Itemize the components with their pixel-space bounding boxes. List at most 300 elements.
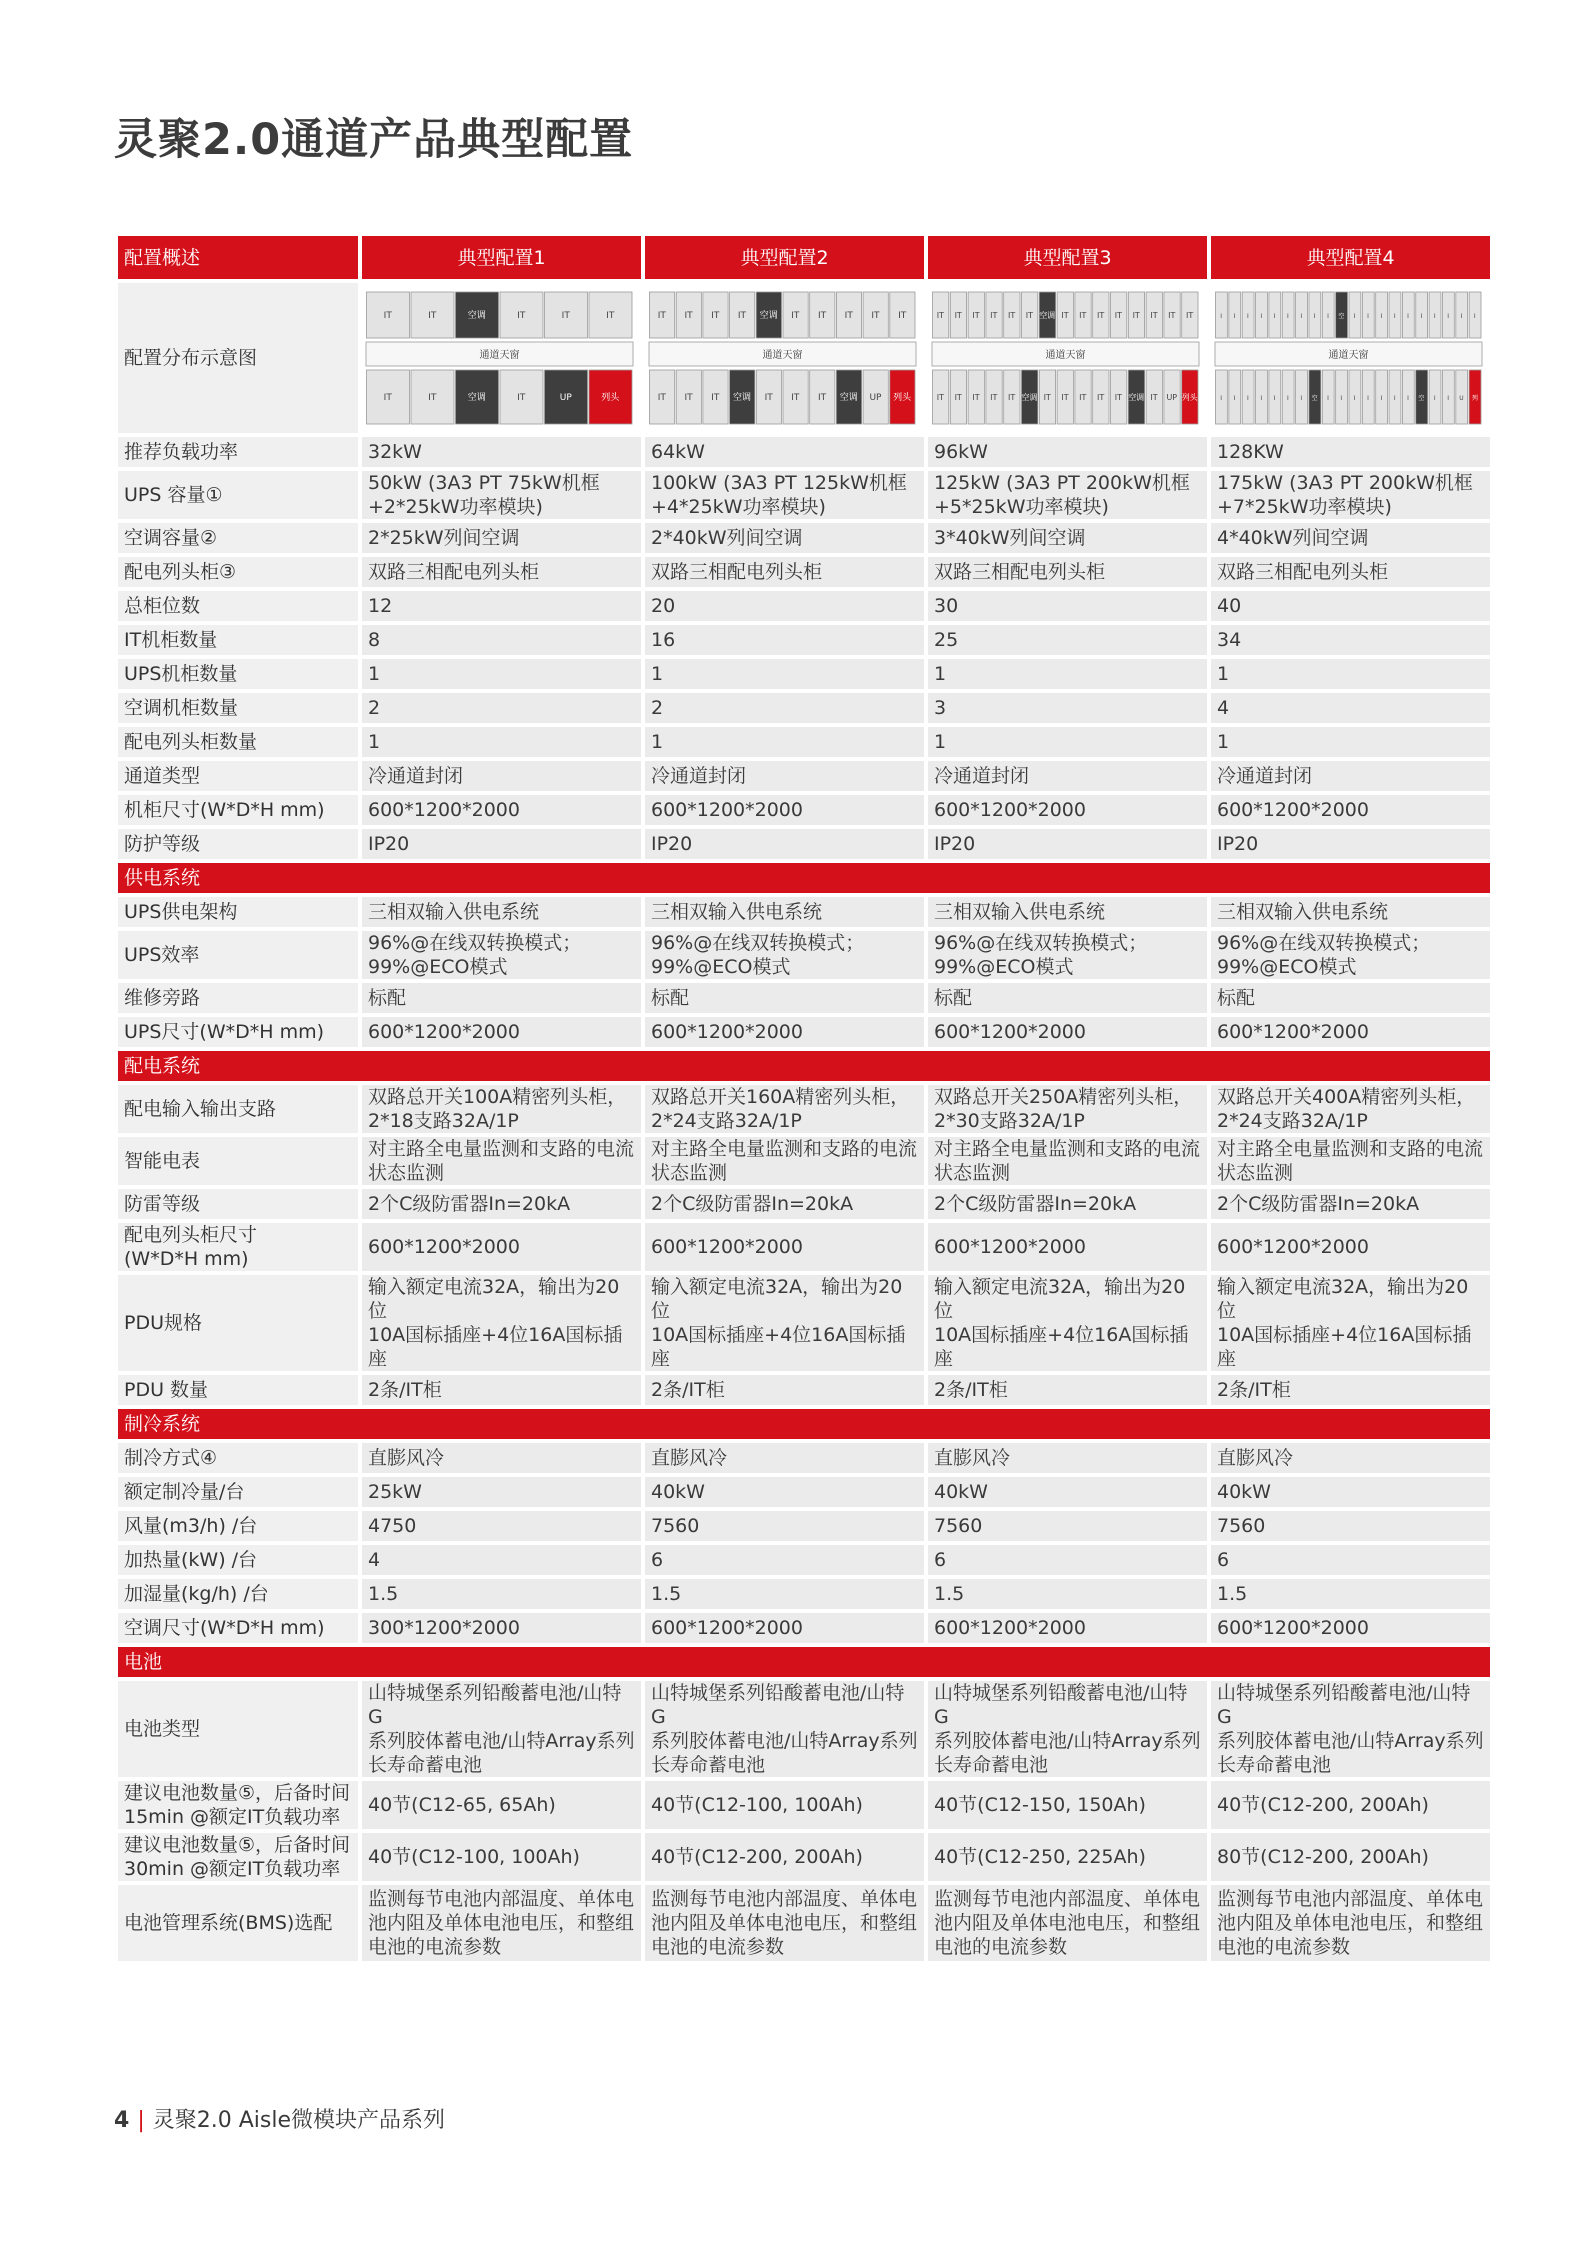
config-table — [114, 232, 1494, 1965]
table-row — [118, 1885, 1490, 1961]
cell-config-4: 34 — [1211, 625, 1490, 655]
cell-config-2: 20 — [645, 591, 924, 621]
row-label: 配电列头柜③ — [118, 557, 358, 587]
cell-config-3: 96kW — [928, 437, 1207, 467]
cabinet-label: I — [1300, 313, 1303, 320]
cell-config-3: 600*1200*2000 — [928, 795, 1207, 825]
cell-config-1: 双路三相配电列头柜 — [362, 557, 641, 587]
table-row — [118, 659, 1490, 689]
cell-config-2: 山特城堡系列铅酸蓄电池/山特G 系列胶体蓄电池/山特Array系列 长寿命蓄电池 — [645, 1681, 924, 1777]
row-label: 配电列头柜数量 — [118, 727, 358, 757]
cell-config-4: 600*1200*2000 — [1211, 1223, 1490, 1271]
table-row — [118, 931, 1490, 979]
cell-config-3: IP20 — [928, 829, 1207, 859]
cell-config-3: 三相双输入供电系统 — [928, 897, 1207, 927]
cell-config-3: 3*40kW列间空调 — [928, 523, 1207, 553]
cell-config-4: 40 — [1211, 591, 1490, 621]
cabinet-label: I — [1233, 313, 1236, 320]
cell-config-4: 175kW (3A3 PT 200kW机框 +7*25kW功率模块) — [1211, 471, 1490, 519]
table-row — [118, 625, 1490, 655]
table-row — [118, 1375, 1490, 1405]
layout-diagram-4 — [1211, 283, 1490, 433]
cell-config-2: 2 — [645, 693, 924, 723]
cell-config-1: 对主路全电量监测和支路的电流 状态监测 — [362, 1137, 641, 1185]
header-row — [118, 236, 1490, 279]
table-row — [118, 437, 1490, 467]
cell-config-2: 冷通道封闭 — [645, 761, 924, 791]
section-title: 配电系统 — [118, 1051, 1490, 1081]
cell-config-1: 8 — [362, 625, 641, 655]
cell-config-3: 96%@在线双转换模式； 99%@ECO模式 — [928, 931, 1207, 979]
cell-config-1: 标配 — [362, 983, 641, 1013]
table-row — [118, 829, 1490, 859]
table-row — [118, 471, 1490, 519]
cabinet-label: I — [1353, 395, 1356, 402]
cell-config-1: 冷通道封闭 — [362, 761, 641, 791]
cell-config-1: 96%@在线双转换模式； 99%@ECO模式 — [362, 931, 641, 979]
cabinet-label: IT — [1007, 311, 1016, 320]
cabinet-label: IT — [1079, 311, 1087, 320]
cell-config-3: 40kW — [928, 1477, 1207, 1507]
cabinet-label: I — [1393, 395, 1396, 402]
cabinet-label: 空调 — [1128, 393, 1145, 402]
row-label: 加热量(kW) /台 — [118, 1545, 358, 1575]
cell-config-1: 监测每节电池内部温度、单体电 池内阻及单体电池电压，和整组 电池的电流参数 — [362, 1885, 641, 1961]
row-label: UPS效率 — [118, 931, 358, 979]
cabinet-label: 空 — [1338, 313, 1345, 320]
cell-config-4: 双路总开关400A精密列头柜， 2*24支路32A/1P — [1211, 1085, 1490, 1133]
cell-config-2: 40kW — [645, 1477, 924, 1507]
cell-config-4: 山特城堡系列铅酸蓄电池/山特G 系列胶体蓄电池/山特Array系列 长寿命蓄电池 — [1211, 1681, 1490, 1777]
table-row — [118, 693, 1490, 723]
cell-config-3: 山特城堡系列铅酸蓄电池/山特G 系列胶体蓄电池/山特Array系列 长寿命蓄电池 — [928, 1681, 1207, 1777]
cell-config-4: 40kW — [1211, 1477, 1490, 1507]
cell-config-2: 2条/IT柜 — [645, 1375, 924, 1405]
cell-config-4: 40节(C12-200, 200Ah) — [1211, 1781, 1490, 1829]
cell-config-1: 2 — [362, 693, 641, 723]
cell-config-2: 2个C级防雷器In=20kA — [645, 1189, 924, 1219]
cell-config-4: 监测每节电池内部温度、单体电 池内阻及单体电池电压，和整组 电池的电流参数 — [1211, 1885, 1490, 1961]
cell-config-3: 1 — [928, 727, 1207, 757]
cell-config-4: 600*1200*2000 — [1211, 795, 1490, 825]
cell-config-2: 600*1200*2000 — [645, 1223, 924, 1271]
table-row — [118, 727, 1490, 757]
layout-diagram-svg — [930, 288, 1201, 428]
cell-config-3: 125kW (3A3 PT 200kW机框 +5*25kW功率模块) — [928, 471, 1207, 519]
table-row — [118, 1613, 1490, 1643]
cell-config-4: 80节(C12-200, 200Ah) — [1211, 1833, 1490, 1881]
cabinet-label: IT — [517, 311, 526, 321]
layout-diagram-1 — [362, 283, 641, 433]
cell-config-1: 300*1200*2000 — [362, 1613, 641, 1643]
section-header — [118, 1051, 1490, 1081]
cell-config-4: 三相双输入供电系统 — [1211, 897, 1490, 927]
cell-config-1: 600*1200*2000 — [362, 1223, 641, 1271]
cell-config-4: 6 — [1211, 1545, 1490, 1575]
cell-config-4: 128KW — [1211, 437, 1490, 467]
row-label: 通道类型 — [118, 761, 358, 791]
row-label: 推荐负载功率 — [118, 437, 358, 467]
cell-config-1: 2个C级防雷器In=20kA — [362, 1189, 641, 1219]
table-row — [118, 1223, 1490, 1271]
cell-config-2: 1 — [645, 659, 924, 689]
cabinet-label: I — [1313, 313, 1316, 320]
cabinet-label: I — [1260, 395, 1263, 402]
cabinet-label: IT — [1043, 393, 1051, 402]
table-row — [118, 1443, 1490, 1473]
cabinet-label: IT — [711, 311, 720, 321]
cabinet-label: I — [1327, 395, 1329, 402]
cell-config-2: 600*1200*2000 — [645, 795, 924, 825]
cabinet-label: I — [1460, 313, 1463, 320]
row-label: 空调机柜数量 — [118, 693, 358, 723]
cabinet-label: 空 — [1418, 395, 1425, 402]
cabinet-label: IT — [1061, 311, 1069, 320]
cabinet-label: IT — [764, 393, 773, 403]
cabinet-label: 列 — [1471, 395, 1478, 402]
cabinet-label: IT — [954, 393, 962, 402]
table-row — [118, 1477, 1490, 1507]
cell-config-2: 100kW (3A3 PT 125kW机框 +4*25kW功率模块) — [645, 471, 924, 519]
row-label: 空调容量② — [118, 523, 358, 553]
cell-config-3: 600*1200*2000 — [928, 1223, 1207, 1271]
layout-diagram-svg — [647, 288, 918, 428]
row-label: 防雷等级 — [118, 1189, 358, 1219]
layout-diagram-3 — [928, 283, 1207, 433]
cell-config-2: 1 — [645, 727, 924, 757]
cell-config-1: IP20 — [362, 829, 641, 859]
cell-config-1: 40节(C12-100, 100Ah) — [362, 1833, 641, 1881]
row-label: UPS 容量① — [118, 471, 358, 519]
cabinet-label: IT — [684, 311, 693, 321]
header-config-4: 典型配置4 — [1211, 236, 1490, 279]
table-row — [118, 1017, 1490, 1047]
cabinet-label: I — [1380, 395, 1383, 402]
cabinet-label: IT — [990, 393, 998, 402]
cabinet-label: I — [1327, 313, 1329, 320]
cabinet-label: IT — [898, 311, 907, 321]
aisle-label: 通道天窗 — [762, 350, 803, 361]
cabinet-label: UP — [869, 393, 882, 403]
cell-config-4: 2条/IT柜 — [1211, 1375, 1490, 1405]
header-config-2: 典型配置2 — [645, 236, 924, 279]
cabinet-label: UP — [559, 393, 572, 403]
table-row — [118, 1189, 1490, 1219]
section-title: 制冷系统 — [118, 1409, 1490, 1439]
cabinet-label: IT — [1114, 311, 1123, 320]
cell-config-3: 2条/IT柜 — [928, 1375, 1207, 1405]
row-label: UPS尺寸(W*D*H mm) — [118, 1017, 358, 1047]
cell-config-2: 双路三相配电列头柜 — [645, 557, 924, 587]
cabinet-label: I — [1233, 395, 1236, 402]
row-label: 配电列头柜尺寸 (W*D*H mm) — [118, 1223, 358, 1271]
cell-config-2: 40节(C12-100, 100Ah) — [645, 1781, 924, 1829]
aisle-label: 通道天窗 — [479, 350, 520, 361]
cabinet-label: IT — [936, 311, 945, 320]
cabinet-label: I — [1220, 313, 1223, 320]
cabinet-label: 空 — [1311, 395, 1318, 402]
cell-config-2: 输入额定电流32A，输出为20位 10A国标插座+4位16A国标插座 — [645, 1275, 924, 1371]
cell-config-1: 600*1200*2000 — [362, 1017, 641, 1047]
cell-config-4: 双路三相配电列头柜 — [1211, 557, 1490, 587]
cabinet-label: I — [1407, 395, 1409, 402]
cell-config-3: 40节(C12-250, 225Ah) — [928, 1833, 1207, 1881]
row-label: 制冷方式④ — [118, 1443, 358, 1473]
cabinet-label: IT — [383, 311, 392, 321]
cell-config-1: 2*25kW列间空调 — [362, 523, 641, 553]
row-label: 智能电表 — [118, 1137, 358, 1185]
cabinet-label: 空调 — [759, 311, 778, 321]
table-row — [118, 1781, 1490, 1829]
row-label: 总柜位数 — [118, 591, 358, 621]
cabinet-label: IT — [1150, 393, 1158, 402]
cabinet-label: IT — [871, 311, 880, 321]
aisle-label: 通道天窗 — [1045, 350, 1086, 361]
cell-config-2: 16 — [645, 625, 924, 655]
cell-config-4: 输入额定电流32A，输出为20位 10A国标插座+4位16A国标插座 — [1211, 1275, 1490, 1371]
table-row — [118, 1681, 1490, 1777]
cell-config-1: 山特城堡系列铅酸蓄电池/山特G 系列胶体蓄电池/山特Array系列 长寿命蓄电池 — [362, 1681, 641, 1777]
cell-config-3: 冷通道封闭 — [928, 761, 1207, 791]
cabinet-label: IT — [1025, 311, 1034, 320]
cabinet-label: I — [1353, 313, 1356, 320]
cell-config-1: 1 — [362, 727, 641, 757]
cabinet-label: I — [1220, 395, 1223, 402]
table-row — [118, 761, 1490, 791]
row-label: 额定制冷量/台 — [118, 1477, 358, 1507]
cell-config-2: 64kW — [645, 437, 924, 467]
table-row — [118, 1275, 1490, 1371]
cell-config-1: 4750 — [362, 1511, 641, 1541]
cabinet-label: I — [1340, 395, 1343, 402]
cell-config-4: 冷通道封闭 — [1211, 761, 1490, 791]
header-config-3: 典型配置3 — [928, 236, 1207, 279]
cell-config-3: 1.5 — [928, 1579, 1207, 1609]
cabinet-label: I — [1447, 313, 1450, 320]
cell-config-2: 对主路全电量监测和支路的电流 状态监测 — [645, 1137, 924, 1185]
row-label: 加湿量(kg/h) /台 — [118, 1579, 358, 1609]
page-title: 灵聚2.0通道产品典型配置 — [114, 115, 634, 165]
cell-config-2: 40节(C12-200, 200Ah) — [645, 1833, 924, 1881]
cell-config-3: 3 — [928, 693, 1207, 723]
cell-config-2: 1.5 — [645, 1579, 924, 1609]
row-label: 机柜尺寸(W*D*H mm) — [118, 795, 358, 825]
cell-config-2: 6 — [645, 1545, 924, 1575]
cell-config-3: 600*1200*2000 — [928, 1613, 1207, 1643]
cabinet-label: IT — [990, 311, 998, 320]
cabinet-label: IT — [1007, 393, 1016, 402]
page-number: 4 — [114, 2108, 130, 2133]
cell-config-4: IP20 — [1211, 829, 1490, 859]
cabinet-label: IT — [428, 311, 437, 321]
cabinet-label: IT — [791, 311, 800, 321]
cell-config-1: 32kW — [362, 437, 641, 467]
cabinet-label: 空调 — [467, 311, 486, 321]
cabinet-label: I — [1433, 395, 1436, 402]
row-label: 维修旁路 — [118, 983, 358, 1013]
cell-config-3: 1 — [928, 659, 1207, 689]
table-row — [118, 1579, 1490, 1609]
cell-config-2: 三相双输入供电系统 — [645, 897, 924, 927]
cell-config-1: 25kW — [362, 1477, 641, 1507]
cabinet-label: IT — [428, 393, 437, 403]
cabinet-label: IT — [606, 311, 615, 321]
cabinet-label: IT — [1114, 393, 1123, 402]
cabinet-label: IT — [1150, 311, 1158, 320]
table-row — [118, 523, 1490, 553]
cabinet-label: I — [1287, 395, 1289, 402]
cabinet-label: I — [1420, 313, 1423, 320]
cell-config-2: 2*40kW列间空调 — [645, 523, 924, 553]
cell-config-1: 双路总开关100A精密列头柜， 2*18支路32A/1P — [362, 1085, 641, 1133]
cell-config-2: 600*1200*2000 — [645, 1613, 924, 1643]
aisle-label: 通道天窗 — [1328, 350, 1369, 361]
table-row — [118, 1545, 1490, 1575]
row-label: PDU 数量 — [118, 1375, 358, 1405]
row-label: 建议电池数量⑤，后备时间 30min @额定IT负载功率 — [118, 1833, 358, 1881]
cell-config-2: 标配 — [645, 983, 924, 1013]
cabinet-label: IT — [657, 393, 666, 403]
cabinet-label: I — [1273, 395, 1276, 402]
cabinet-label: IT — [737, 311, 747, 321]
row-label: 建议电池数量⑤，后备时间 15min @额定IT负载功率 — [118, 1781, 358, 1829]
cell-config-3: 双路三相配电列头柜 — [928, 557, 1207, 587]
footer-title: 灵聚2.0 Aisle微模块产品系列 — [152, 2108, 445, 2133]
cell-config-3: 监测每节电池内部温度、单体电 池内阻及单体电池电压，和整组 电池的电流参数 — [928, 1885, 1207, 1961]
table-row — [118, 557, 1490, 587]
cell-config-4: 600*1200*2000 — [1211, 1613, 1490, 1643]
table-row — [118, 1833, 1490, 1881]
cell-config-4: 7560 — [1211, 1511, 1490, 1541]
cabinet-label: IT — [1185, 311, 1194, 320]
row-label: UPS机柜数量 — [118, 659, 358, 689]
cell-config-1: 600*1200*2000 — [362, 795, 641, 825]
cell-config-4: 1.5 — [1211, 1579, 1490, 1609]
cabinet-label: IT — [711, 393, 720, 403]
section-title: 供电系统 — [118, 863, 1490, 893]
cabinet-label: IT — [1132, 311, 1140, 320]
cell-config-1: 4 — [362, 1545, 641, 1575]
table-row — [118, 983, 1490, 1013]
header-label: 配置概述 — [118, 236, 358, 279]
cell-config-1: 40节(C12-65, 65Ah) — [362, 1781, 641, 1829]
cell-config-2: 直膨风冷 — [645, 1443, 924, 1473]
row-label: 电池管理系统(BMS)选配 — [118, 1885, 358, 1961]
cell-config-4: 96%@在线双转换模式； 99%@ECO模式 — [1211, 931, 1490, 979]
cabinet-label: IT — [684, 393, 693, 403]
cell-config-3: 7560 — [928, 1511, 1207, 1541]
cell-config-1: 1 — [362, 659, 641, 689]
cabinet-label: 列头 — [601, 393, 620, 403]
cabinet-label: IT — [1079, 393, 1087, 402]
cabinet-label: IT — [972, 393, 980, 402]
table-row — [118, 1511, 1490, 1541]
cell-config-4: 直膨风冷 — [1211, 1443, 1490, 1473]
cabinet-label: 列头 — [1181, 393, 1198, 402]
row-label: 防护等级 — [118, 829, 358, 859]
cell-config-2: IP20 — [645, 829, 924, 859]
cabinet-label: I — [1246, 313, 1249, 320]
cabinet-label: IT — [657, 311, 666, 321]
cabinet-label: I — [1407, 313, 1409, 320]
cell-config-3: 直膨风冷 — [928, 1443, 1207, 1473]
diagram-row — [118, 283, 1490, 433]
cell-config-2: 双路总开关160A精密列头柜， 2*24支路32A/1P — [645, 1085, 924, 1133]
cell-config-3: 输入额定电流32A，输出为20位 10A国标插座+4位16A国标插座 — [928, 1275, 1207, 1371]
row-label: PDU规格 — [118, 1275, 358, 1371]
cabinet-label: I — [1260, 313, 1263, 320]
cell-config-4: 1 — [1211, 659, 1490, 689]
table-row — [118, 1085, 1490, 1133]
cell-config-2: 7560 — [645, 1511, 924, 1541]
cell-config-3: 对主路全电量监测和支路的电流 状态监测 — [928, 1137, 1207, 1185]
cabinet-label: I — [1273, 313, 1276, 320]
cabinet-label: I — [1433, 313, 1436, 320]
cabinet-label: 列头 — [893, 393, 912, 403]
cabinet-label: IT — [817, 311, 827, 321]
cell-config-4: 标配 — [1211, 983, 1490, 1013]
cell-config-4: 4*40kW列间空调 — [1211, 523, 1490, 553]
row-label: 风量(m3/h) /台 — [118, 1511, 358, 1541]
cell-config-4: 1 — [1211, 727, 1490, 757]
cell-config-3: 6 — [928, 1545, 1207, 1575]
cell-config-3: 40节(C12-150, 150Ah) — [928, 1781, 1207, 1829]
cell-config-1: 1.5 — [362, 1579, 641, 1609]
cabinet-label: I — [1246, 395, 1249, 402]
table-row — [118, 795, 1490, 825]
cell-config-1: 50kW (3A3 PT 75kW机框 +2*25kW功率模块) — [362, 471, 641, 519]
cell-config-3: 标配 — [928, 983, 1207, 1013]
cell-config-3: 25 — [928, 625, 1207, 655]
cell-config-3: 30 — [928, 591, 1207, 621]
cabinet-label: IT — [972, 311, 980, 320]
cell-config-3: 2个C级防雷器In=20kA — [928, 1189, 1207, 1219]
row-label: IT机柜数量 — [118, 625, 358, 655]
page-footer — [114, 2103, 445, 2134]
cabinet-label: I — [1447, 395, 1450, 402]
cell-config-1: 2条/IT柜 — [362, 1375, 641, 1405]
cell-config-2: 监测每节电池内部温度、单体电 池内阻及单体电池电压，和整组 电池的电流参数 — [645, 1885, 924, 1961]
cell-config-2: 96%@在线双转换模式； 99%@ECO模式 — [645, 931, 924, 979]
table-row — [118, 591, 1490, 621]
row-label: 配电输入输出支路 — [118, 1085, 358, 1133]
cell-config-4: 600*1200*2000 — [1211, 1017, 1490, 1047]
header-config-1: 典型配置1 — [362, 236, 641, 279]
cabinet-label: I — [1380, 313, 1383, 320]
cabinet-label: 空调 — [839, 393, 858, 403]
cell-config-3: 600*1200*2000 — [928, 1017, 1207, 1047]
cabinet-label: IT — [1061, 393, 1069, 402]
row-label: 配置分布示意图 — [118, 283, 358, 433]
cabinet-label: I — [1393, 313, 1396, 320]
cell-config-4: 4 — [1211, 693, 1490, 723]
row-label: 电池类型 — [118, 1681, 358, 1777]
section-title: 电池 — [118, 1647, 1490, 1677]
cabinet-label: IT — [517, 393, 526, 403]
cell-config-4: 对主路全电量监测和支路的电流 状态监测 — [1211, 1137, 1490, 1185]
footer-separator: | — [137, 2108, 145, 2133]
section-header — [118, 1409, 1490, 1439]
cabinet-label: IT — [954, 311, 962, 320]
cabinet-label: I — [1367, 395, 1369, 402]
cell-config-1: 输入额定电流32A，输出为20位 10A国标插座+4位16A国标插座 — [362, 1275, 641, 1371]
cabinet-label: I — [1367, 313, 1369, 320]
cabinet-label: IT — [383, 393, 392, 403]
cabinet-label: 空调 — [732, 393, 751, 403]
cabinet-label: IT — [844, 311, 853, 321]
layout-diagram-svg — [1213, 288, 1484, 428]
row-label: UPS供电架构 — [118, 897, 358, 927]
